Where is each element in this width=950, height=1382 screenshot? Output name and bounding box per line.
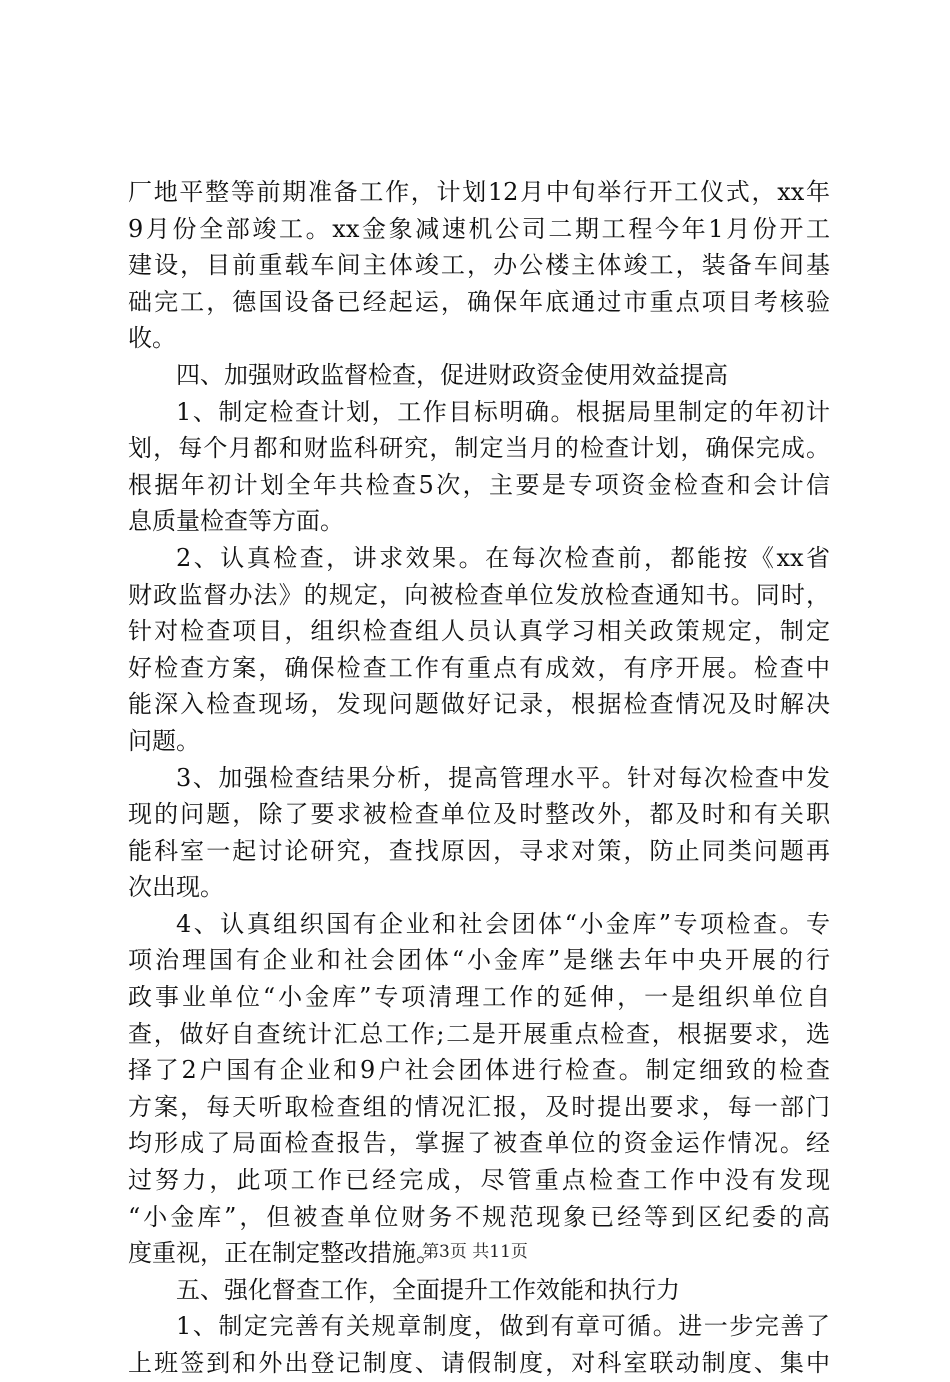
text-line: 根据年初计划全年共检查5次，主要是专项资金检查和会计信 [128,470,830,499]
text-line: 针对检查项目，组织检查组人员认真学习相关政策规定，制定 [128,617,830,646]
text-line: 度重视，正在制定整改措施。 [128,1239,440,1268]
text-line: 收。 [128,324,176,353]
text-line: 方案，每天听取检查组的情况汇报，及时提出要求，每一部门 [128,1092,830,1121]
text-line: 择了2户国有企业和9户社会团体进行检查。制定细致的检查 [128,1056,830,1085]
text-line: 2、认真检查，讲求效果。在每次检查前，都能按《xx省 [176,543,830,572]
text-line: 均形成了局面检查报告，掌握了被查单位的资金运作情况。经 [128,1129,830,1158]
page-footer: 第3页 共11页 [422,1242,528,1262]
text-line: “小金库”，但被查单位财务不规范现象已经等到区纪委的高 [128,1202,830,1231]
text-line: 查，做好自查统计汇总工作;二是开展重点检查，根据要求，选 [128,1019,830,1048]
text-line: 建设，目前重载车间主体竣工，办公楼主体竣工，装备车间基 [128,251,830,280]
text-line: 能科室一起讨论研究，查找原因，寻求对策，防止同类问题再 [128,836,830,865]
text-line: 现的问题，除了要求被检查单位及时整改外，都及时和有关职 [128,800,830,829]
text-line: 1、制定完善有关规章制度，做到有章可循。进一步完善了 [176,1312,830,1341]
text-line: 息质量检查等方面。 [128,507,344,536]
text-line: 9月份全部竣工。xx金象减速机公司二期工程今年1月份开工 [128,214,830,243]
text-line: 政事业单位“小金库”专项清理工作的延伸，一是组织单位自 [128,983,830,1012]
text-line: 划，每个月都和财监科研究，制定当月的检查计划，确保完成。 [128,434,830,463]
document-body [128,174,830,1382]
text-line: 项治理国有企业和社会团体“小金库”是继去年中央开展的行 [128,946,830,975]
text-line: 础完工，德国设备已经起运，确保年底通过市重点项目考核验 [128,287,830,316]
text-line: 问题。 [128,726,200,755]
text-line: 1、制定检查计划，工作目标明确。根据局里制定的年初计 [176,397,830,426]
text-line: 次出现。 [128,873,224,902]
text-line: 厂地平整等前期准备工作，计划12月中旬举行开工仪式，xx年 [128,178,830,206]
text-line: 4、认真组织国有企业和社会团体“小金库”专项检查。专 [176,909,830,938]
section-heading: 四、加强财政监督检查，促进财政资金使用效益提高 [176,360,728,389]
text-line: 过努力，此项工作已经完成，尽管重点检查工作中没有发现 [128,1166,830,1195]
text-line: 好检查方案，确保检查工作有重点有成效，有序开展。检查中 [128,653,830,682]
text-line: 财政监督办法》的规定，向被检查单位发放检查通知书。同时， [128,580,830,609]
text-line: 能深入检查现场，发现问题做好记录，根据检查情况及时解决 [128,690,830,719]
text-line: 上班签到和外出登记制度、请假制度，对科室联动制度、集中 [128,1349,830,1377]
text-line: 3、加强检查结果分析，提高管理水平。针对每次检查中发 [176,763,830,792]
section-heading: 五、强化督查工作，全面提升工作效能和执行力 [176,1275,680,1304]
